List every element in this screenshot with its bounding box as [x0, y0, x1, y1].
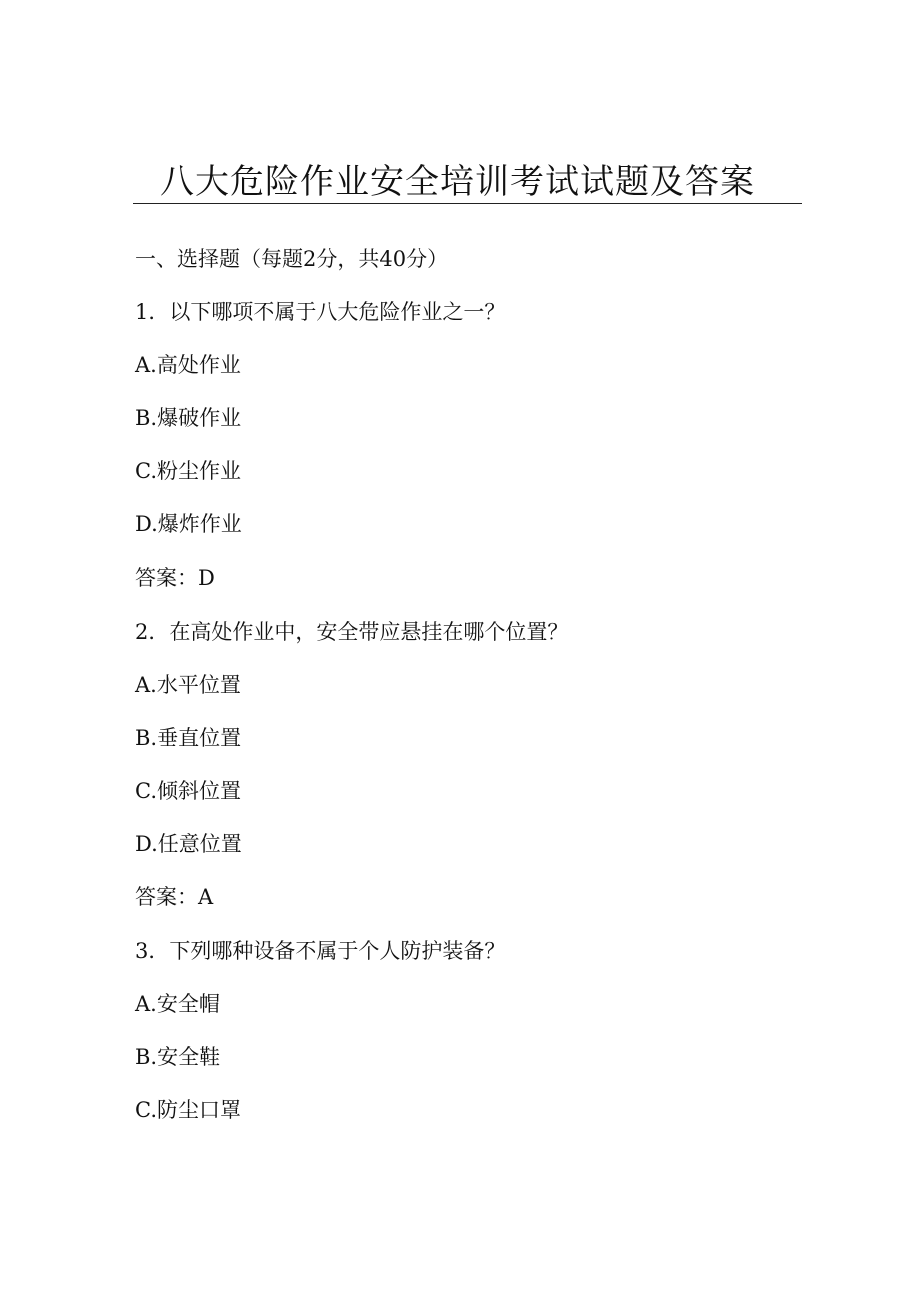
question-1-option-d: D.爆炸作业	[135, 512, 242, 536]
question-1-option-c: C.粉尘作业	[135, 459, 241, 483]
question-2-answer: 答案：A	[135, 885, 214, 909]
question-3-option-c: C.防尘口罩	[135, 1098, 241, 1122]
question-2-option-a: A.水平位置	[135, 673, 241, 697]
question-3-text: 3．下列哪种设备不属于个人防护装备？	[135, 939, 506, 963]
title-underline	[133, 203, 802, 204]
question-2-option-d: D.任意位置	[135, 832, 242, 856]
question-3-option-a: A.安全帽	[135, 992, 220, 1016]
question-3-option-b: B.安全鞋	[135, 1045, 221, 1069]
section-heading: 一、选择题（每题2分，共40分）	[135, 247, 449, 271]
question-2-option-b: B.垂直位置	[135, 726, 242, 750]
question-1-answer: 答案：D	[135, 566, 215, 590]
document-title: 八大危险作业安全培训考试试题及答案	[160, 162, 755, 202]
question-1-text: 1．以下哪项不属于八大危险作业之一？	[135, 300, 506, 324]
question-2-option-c: C.倾斜位置	[135, 779, 241, 803]
question-2-text: 2．在高处作业中，安全带应悬挂在哪个位置？	[135, 620, 569, 644]
question-1-option-b: B.爆破作业	[135, 406, 242, 430]
question-1-option-a: A.高处作业	[135, 353, 241, 377]
